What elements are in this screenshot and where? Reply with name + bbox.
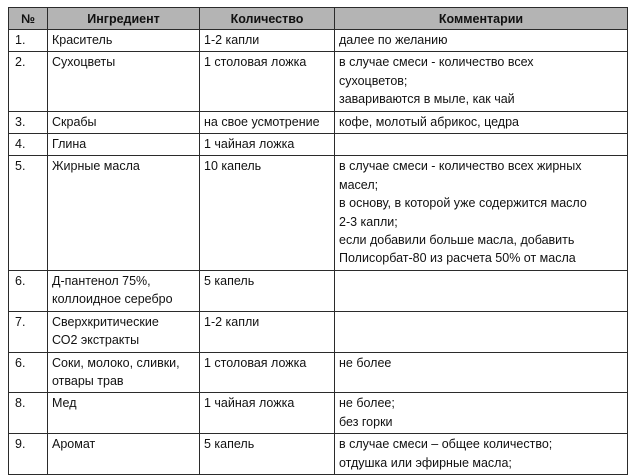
- cell-amount: [200, 52, 335, 111]
- cell-amount-line: 1 чайная ложка: [204, 396, 295, 411]
- cell-number: 6.: [9, 270, 48, 311]
- table-row: [9, 352, 628, 393]
- cell-amount: [200, 352, 335, 393]
- cell-ingredient: [48, 134, 200, 156]
- cell-number: 2.: [9, 52, 48, 111]
- cell-amount-line: 5 капель: [204, 273, 255, 288]
- cell-comments-line: в случае смеси - количество всех жирных: [339, 159, 582, 174]
- cell-number: 3.: [9, 111, 48, 133]
- cell-ingredient: [48, 270, 200, 311]
- cell-comments: [335, 352, 628, 393]
- cell-ingredient-line: коллоидное серебро: [52, 292, 173, 307]
- header-row: [9, 8, 628, 30]
- cell-ingredient-line: Краситель: [52, 33, 113, 47]
- header-ingredient: Ингредиент: [48, 8, 200, 30]
- cell-ingredient-line: Глина: [52, 137, 87, 152]
- cell-number: 6.: [9, 352, 48, 393]
- cell-ingredient: [48, 352, 200, 393]
- cell-number: 4.: [9, 134, 48, 156]
- cell-number: 5.: [9, 156, 48, 270]
- cell-comments-line: кофе, молотый абрикос, цедра: [339, 114, 519, 129]
- cell-comments: [335, 134, 628, 156]
- cell-ingredient-line: Мед: [52, 396, 77, 411]
- cell-ingredient-line: Жирные масла: [52, 159, 140, 174]
- cell-comments-line: в основу, в которой уже содержится масло: [339, 196, 587, 211]
- cell-comments-line: в случае смеси - количество всех: [339, 55, 534, 70]
- cell-amount-line: на свое усмотрение: [204, 114, 320, 129]
- table-body: [9, 30, 628, 475]
- table-row: [9, 134, 628, 156]
- cell-comments-line: не более;: [339, 396, 395, 411]
- cell-comments: [335, 270, 628, 311]
- cell-ingredient-line: СО2 экстракты: [52, 333, 140, 348]
- cell-amount-line: 10 капель: [204, 159, 262, 174]
- cell-ingredient-line: Соки, молоко, сливки,: [52, 355, 180, 370]
- cell-comments-line: далее по желанию: [339, 33, 448, 47]
- cell-ingredient: [48, 393, 200, 434]
- cell-ingredient: [48, 156, 200, 270]
- cell-comments: [335, 111, 628, 133]
- cell-comments-line: Полисорбат-80 из расчета 50% от масла: [339, 251, 576, 266]
- cell-amount: [200, 311, 335, 352]
- cell-ingredient: [48, 52, 200, 111]
- cell-amount-line: 1 столовая ложка: [204, 55, 307, 70]
- cell-ingredient-line: Д-пантенол 75%,: [52, 273, 151, 288]
- cell-comments-line: масел;: [339, 177, 379, 192]
- cell-number: 7.: [9, 311, 48, 352]
- cell-comments-line: если добавили больше масла, добавить: [339, 233, 575, 248]
- header-number: №: [9, 8, 48, 30]
- cell-ingredient-line: Скрабы: [52, 114, 97, 129]
- cell-comments-line: отдушка или эфирные масла;: [339, 455, 512, 470]
- cell-comments-line: завариваются в мыле, как чай: [339, 92, 515, 107]
- cell-ingredient: [48, 311, 200, 352]
- cell-comments-line: сухоцветов;: [339, 73, 408, 88]
- cell-comments: [335, 156, 628, 270]
- table-row: [9, 156, 628, 270]
- cell-comments-line: 2-3 капли;: [339, 214, 398, 229]
- cell-comments: [335, 434, 628, 475]
- table-row: [9, 393, 628, 434]
- cell-amount: [200, 30, 335, 52]
- cell-ingredient-line: Сверхкритические: [52, 314, 159, 329]
- cell-ingredient: [48, 434, 200, 475]
- cell-amount: [200, 393, 335, 434]
- cell-comments-line: в случае смеси – общее количество;: [339, 437, 553, 452]
- table-row: [9, 111, 628, 133]
- cell-amount-line: 1-2 капли: [204, 33, 260, 47]
- cell-number: 1.: [9, 30, 48, 52]
- cell-ingredient-line: Сухоцветы: [52, 55, 116, 70]
- table-row: [9, 270, 628, 311]
- cell-number: 9.: [9, 434, 48, 475]
- cell-amount: [200, 111, 335, 133]
- cell-amount-line: 1 столовая ложка: [204, 355, 307, 370]
- table-row: [9, 434, 628, 475]
- cell-amount: [200, 134, 335, 156]
- cell-amount: [200, 270, 335, 311]
- cell-comments-line: не более: [339, 355, 392, 370]
- cell-amount: [200, 434, 335, 475]
- table-row: [9, 52, 628, 111]
- cell-amount: [200, 156, 335, 270]
- cell-comments-line: без горки: [339, 414, 393, 429]
- table-row: [9, 30, 628, 52]
- cell-amount-line: 5 капель: [204, 437, 255, 452]
- ingredients-table: [8, 7, 628, 475]
- cell-comments: [335, 393, 628, 434]
- cell-comments: [335, 311, 628, 352]
- ingredients-table-container: [8, 7, 628, 475]
- cell-comments: [335, 30, 628, 52]
- cell-ingredient: [48, 111, 200, 133]
- cell-amount-line: 1-2 капли: [204, 314, 260, 329]
- header-amount: Количество: [200, 8, 335, 30]
- cell-ingredient-line: Аромат: [52, 437, 96, 452]
- cell-ingredient-line: отвары трав: [52, 373, 124, 388]
- cell-comments: [335, 52, 628, 111]
- cell-number: 8.: [9, 393, 48, 434]
- table-row: [9, 311, 628, 352]
- cell-amount-line: 1 чайная ложка: [204, 137, 295, 152]
- cell-ingredient: [48, 30, 200, 52]
- header-comments: Комментарии: [335, 8, 628, 30]
